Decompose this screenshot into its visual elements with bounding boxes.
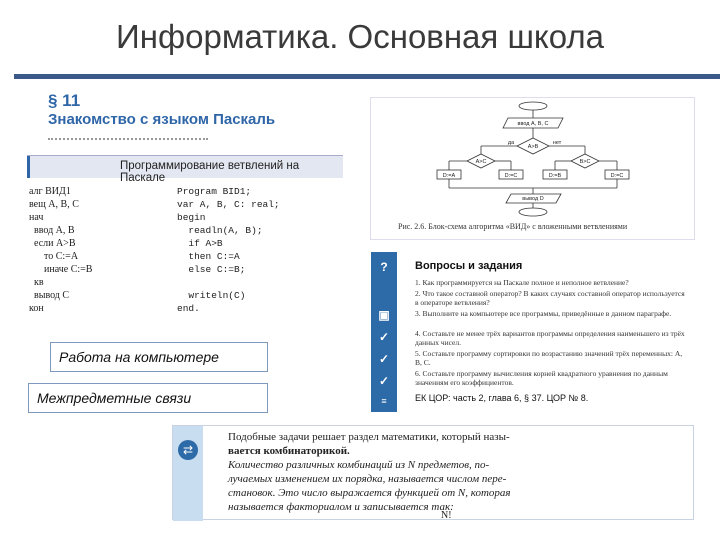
- pascal-line: begin: [177, 212, 206, 223]
- resource-icon[interactable]: ≡: [375, 392, 393, 410]
- algorithm-line: иначе С:=В: [29, 264, 93, 275]
- pascal-line: var A, B, C: real;: [177, 199, 280, 210]
- flowchart-start: [519, 102, 547, 110]
- paragraph-title: Знакомство с языком Паскаль: [48, 111, 276, 128]
- algorithm-line: то С:=А: [29, 251, 79, 262]
- questions-title: Вопросы и задания: [415, 260, 523, 272]
- flowchart-caption: Рис. 2.6. Блок-схема алгоритма «ВИД» с вложенными ветвлениями: [398, 222, 628, 231]
- questions-panel: [371, 252, 694, 412]
- ek-reference: ЕК ЦОР: часть 2, глава 6, § 37. ЦОР № 8.: [415, 393, 589, 403]
- flowchart-label-assign-2: D:=C: [504, 173, 518, 179]
- flowchart-label-assign-3: D:=B: [548, 173, 562, 179]
- flowchart-label-ab: A>B: [527, 144, 539, 150]
- pascal-line: writeln(C): [177, 290, 246, 301]
- flowchart-label-output: вывод D: [522, 196, 544, 202]
- info-text-line: называется факториалом и записывается так:: [228, 501, 454, 513]
- algorithm-line: кв: [29, 277, 44, 288]
- flowchart-label-assign-1: D:=A: [442, 173, 456, 179]
- info-text-line: Количество различных комбинаций из N предметов, по-: [228, 459, 490, 471]
- checkmark-icon[interactable]: ✓: [375, 328, 393, 346]
- flowchart-label-ac: A>C: [475, 159, 487, 165]
- slide-title: Информатика. Основная школа: [116, 18, 604, 55]
- code-panel-header: [27, 156, 343, 184]
- algorithm-line: ввод А, В: [29, 225, 75, 236]
- question-item: 3. Выполните на компьютере все программы, приведённые в данном параграфе.: [415, 309, 672, 318]
- algorithm-line: если А>В: [29, 238, 76, 249]
- paragraph-number: § 11: [48, 91, 81, 110]
- link-icon[interactable]: ⇄: [178, 440, 198, 460]
- factorial-formula: N!: [441, 510, 452, 521]
- pascal-line: readln(A, B);: [177, 225, 263, 236]
- algorithm-line: алг ВИД1: [29, 186, 71, 197]
- title-underline: [14, 74, 720, 79]
- info-text-line: становок. Это число выражается функцией от N, которая: [228, 487, 511, 499]
- checkmark-icon[interactable]: ✓: [375, 350, 393, 368]
- flowchart-no-label: нет: [552, 140, 562, 146]
- computer-icon[interactable]: ▣: [375, 306, 393, 324]
- pascal-line: if A>B: [177, 238, 223, 249]
- flowchart-yes-label: да: [507, 140, 515, 146]
- flowchart-figure: [370, 97, 695, 240]
- flowchart-label-input: ввод A, B, C: [517, 121, 549, 127]
- algorithm-line: вещ А, В, С: [29, 199, 79, 210]
- code-panel: [27, 155, 343, 320]
- checkmark-icon[interactable]: ✓: [375, 372, 393, 390]
- flowchart-label-assign-4: D:=C: [610, 173, 624, 179]
- cross-subject-label[interactable]: Межпредметные связи: [28, 383, 268, 413]
- question-item: 2. Что такое составной оператор? В каких случаях составной оператор используется в операторе ветвления?: [415, 289, 685, 307]
- question-item: 4. Составьте не менее трёх вариантов программы определения наименьшего из трёх данных чисел.: [415, 329, 685, 347]
- pascal-line: end.: [177, 303, 200, 314]
- question-item: 5. Составьте программу сортировки по возрастанию значений трёх переменных: A, B, C.: [415, 349, 683, 367]
- algorithm-line: нач: [29, 212, 44, 223]
- info-text-line: лучаемых изменением их порядка, называется числом пере-: [228, 473, 507, 485]
- algorithm-line: кон: [29, 303, 44, 314]
- question-icon[interactable]: ?: [375, 258, 393, 276]
- computer-work-label[interactable]: Работа на компьютере: [50, 342, 268, 372]
- question-item: 6. Составьте программу вычисления корней квадратного уравнения по данным значениям его коэффициентов.: [415, 369, 668, 387]
- flowchart-end: [519, 208, 547, 216]
- questions-side-strip: [371, 252, 397, 412]
- info-text-line: Подобные задачи решает раздел математики, который назы-: [228, 431, 510, 443]
- info-box: [172, 425, 694, 520]
- algorithm-line: вывод С: [29, 290, 70, 301]
- code-panel-header-label: Программирование ветвлений на Паскале: [120, 160, 300, 184]
- question-item: 1. Как программируется на Паскале полное и неполное ветвление?: [415, 278, 629, 287]
- pascal-line: else C:=B;: [177, 264, 246, 275]
- info-side-bar: [173, 426, 203, 521]
- pascal-line: Program BID1;: [177, 186, 252, 197]
- flowchart-label-bc: B>C: [579, 159, 591, 165]
- flowchart-svg: [371, 98, 696, 218]
- paragraph-divider: [48, 138, 208, 141]
- pascal-line: then C:=A: [177, 251, 240, 262]
- info-text-line: вается комбинаторикой.: [228, 445, 350, 457]
